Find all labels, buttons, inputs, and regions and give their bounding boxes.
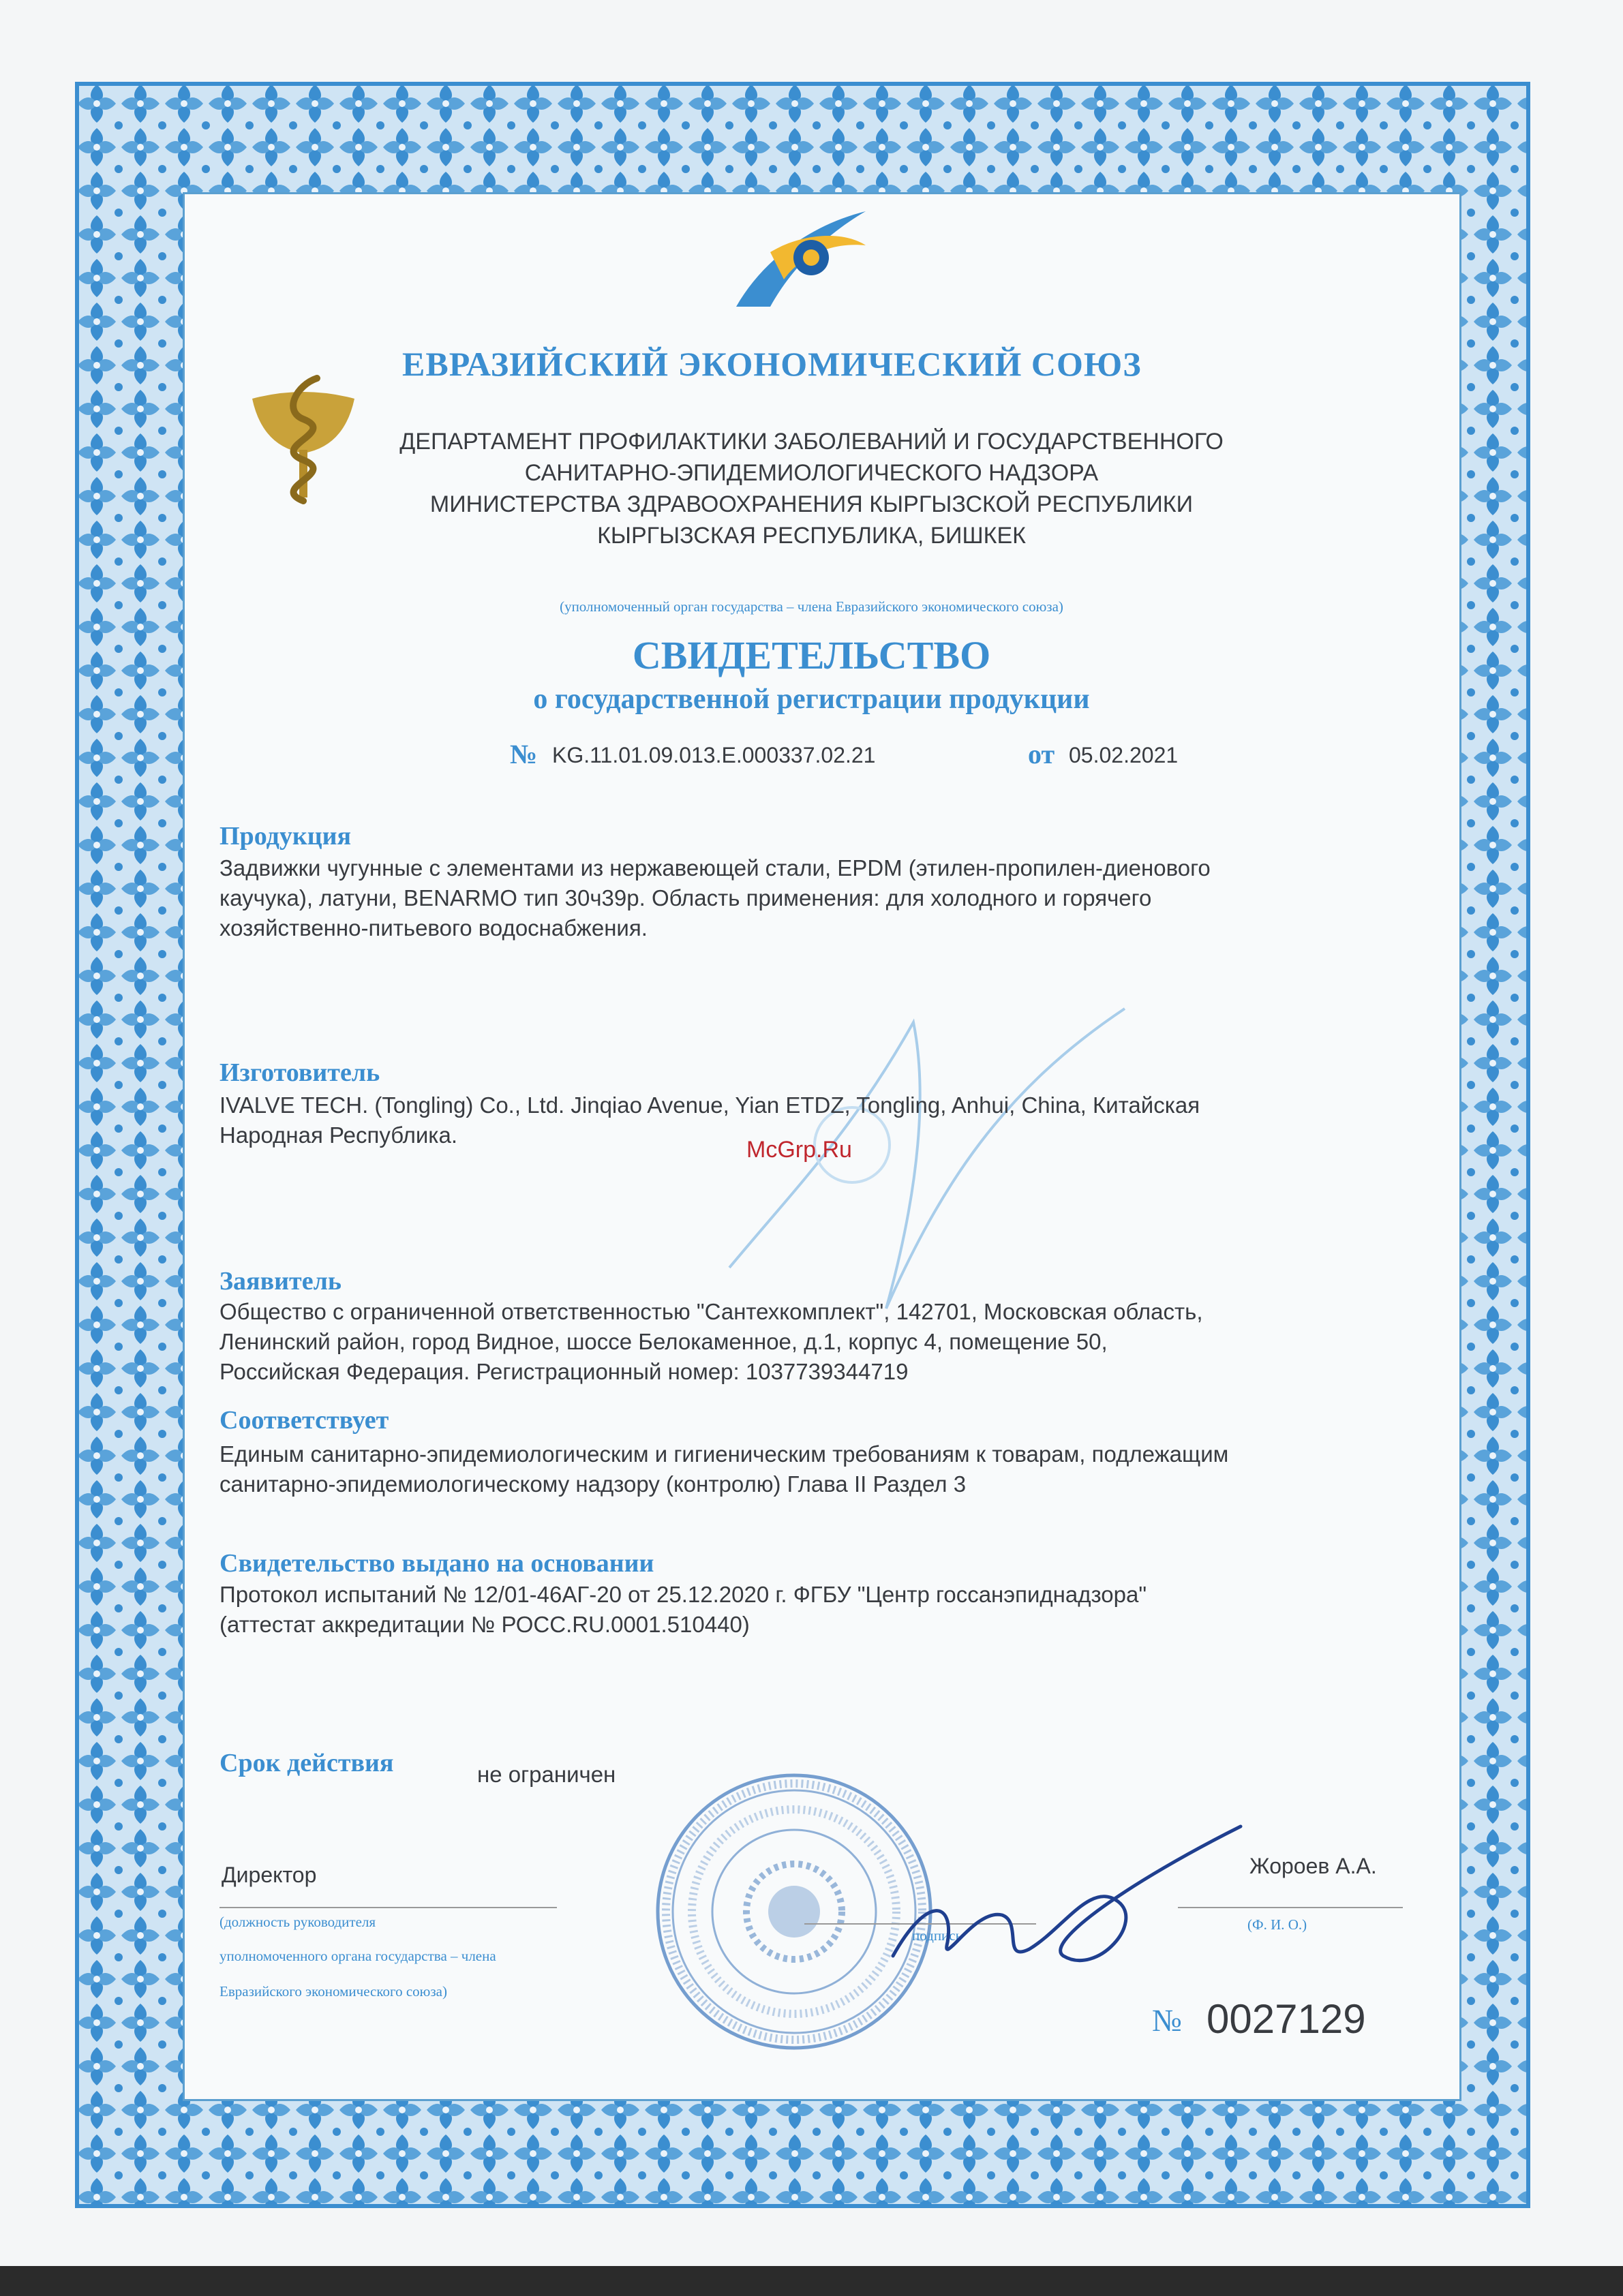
scan-bottom-edge xyxy=(0,2266,1623,2296)
conforms-text: Единым санитарно-эпидемиологическим и гигиеническим требованиям к товарам, подлежащим санитарно-эпидемиологическому надзору (контролю) Глава II Раздел 3 xyxy=(219,1441,1229,1497)
manufacturer-heading: Изготовитель xyxy=(219,1058,380,1087)
certificate-title: СВИДЕТЕЛЬСТВО xyxy=(632,633,991,677)
validity-value: не ограничен xyxy=(477,1762,616,1787)
authority-note: (уполномоченный орган государства – члена Евразийского экономического союза) xyxy=(560,598,1063,615)
applicant-heading: Заявитель xyxy=(219,1267,342,1296)
position-caption-2: уполномоченного органа государства – члена xyxy=(219,1948,496,1964)
department-line-1: ДЕПАРТАМЕНТ ПРОФИЛАКТИКИ ЗАБОЛЕВАНИЙ И ГОСУДАРСТВЕННОГО xyxy=(399,429,1224,455)
signer-name: Жороев А.А. xyxy=(1249,1854,1377,1878)
serial-number: 0027129 xyxy=(1207,1996,1366,2042)
manufacturer-text: IVALVE TECH. (Tongling) Co., Ltd. Jinqiao Avenue, Yian ETDZ, Tongling, Anhui, China, Китайская Народная Республика. xyxy=(219,1092,1200,1148)
department-line-4: КЫРГЫЗСКАЯ РЕСПУБЛИКА, БИШКЕК xyxy=(597,523,1026,549)
cert-date-label: от xyxy=(1028,739,1055,769)
cert-date: 05.02.2021 xyxy=(1069,743,1179,767)
validity-heading: Срок действия xyxy=(219,1749,394,1777)
serial-label: № xyxy=(1152,2003,1182,2038)
name-caption: (Ф. И. О.) xyxy=(1247,1916,1307,1933)
department-line-2: САНИТАРНО-ЭПИДЕМИОЛОГИЧЕСКОГО НАДЗОРА xyxy=(524,460,1099,486)
product-heading: Продукция xyxy=(219,822,352,851)
product-text: Задвижки чугунные с элементами из нержавеющей стали, EPDM (этилен-пропилен-диенового каучука), латуни, BENARMO тип 30ч39р. Область применения: для холодного и горячего хозяйственно-питьевого водоснабжения. xyxy=(219,855,1211,940)
cert-number: KG.11.01.09.013.E.000337.02.21 xyxy=(552,743,876,767)
signature-caption: подпись xyxy=(912,1927,962,1944)
applicant-text: Общество с ограниченной ответственностью "Сантехкомплект", 142701, Московская область, Ленинский район, город Видное, шоссе Белокаменное, д.1, корпус 4, помещение 50, Российская Федерация. Регистрационный номер: 1037739344719 xyxy=(219,1299,1203,1384)
eaeu-logo xyxy=(729,204,873,317)
basis-heading: Свидетельство выдано на основании xyxy=(219,1549,654,1578)
watermark-text: McGrp.Ru xyxy=(746,1137,852,1163)
signer-position: Директор xyxy=(222,1863,317,1887)
conforms-heading: Соответствует xyxy=(219,1406,389,1435)
position-caption-3: Евразийского экономического союза) xyxy=(219,1983,447,2000)
union-title: ЕВРАЗИЙСКИЙ ЭКОНОМИЧЕСКИЙ СОЮЗ xyxy=(402,345,1142,383)
certificate-subtitle: о государственной регистрации продукции xyxy=(533,684,1090,715)
department-line-3: МИНИСТЕРСТВА ЗДРАВООХРАНЕНИЯ КЫРГЫЗСКОЙ РЕСПУБЛИКИ xyxy=(429,491,1194,517)
handwritten-signature xyxy=(873,1799,1254,1990)
cert-number-label: № xyxy=(510,739,538,769)
position-caption-1: (должность руководителя xyxy=(219,1914,376,1930)
basis-text: Протокол испытаний № 12/01-46АГ-20 от 25.12.2020 г. ФГБУ "Центр госсанэпиднадзора" (аттестат аккредитации № РОСС.RU.0001.510440) xyxy=(219,1582,1147,1637)
